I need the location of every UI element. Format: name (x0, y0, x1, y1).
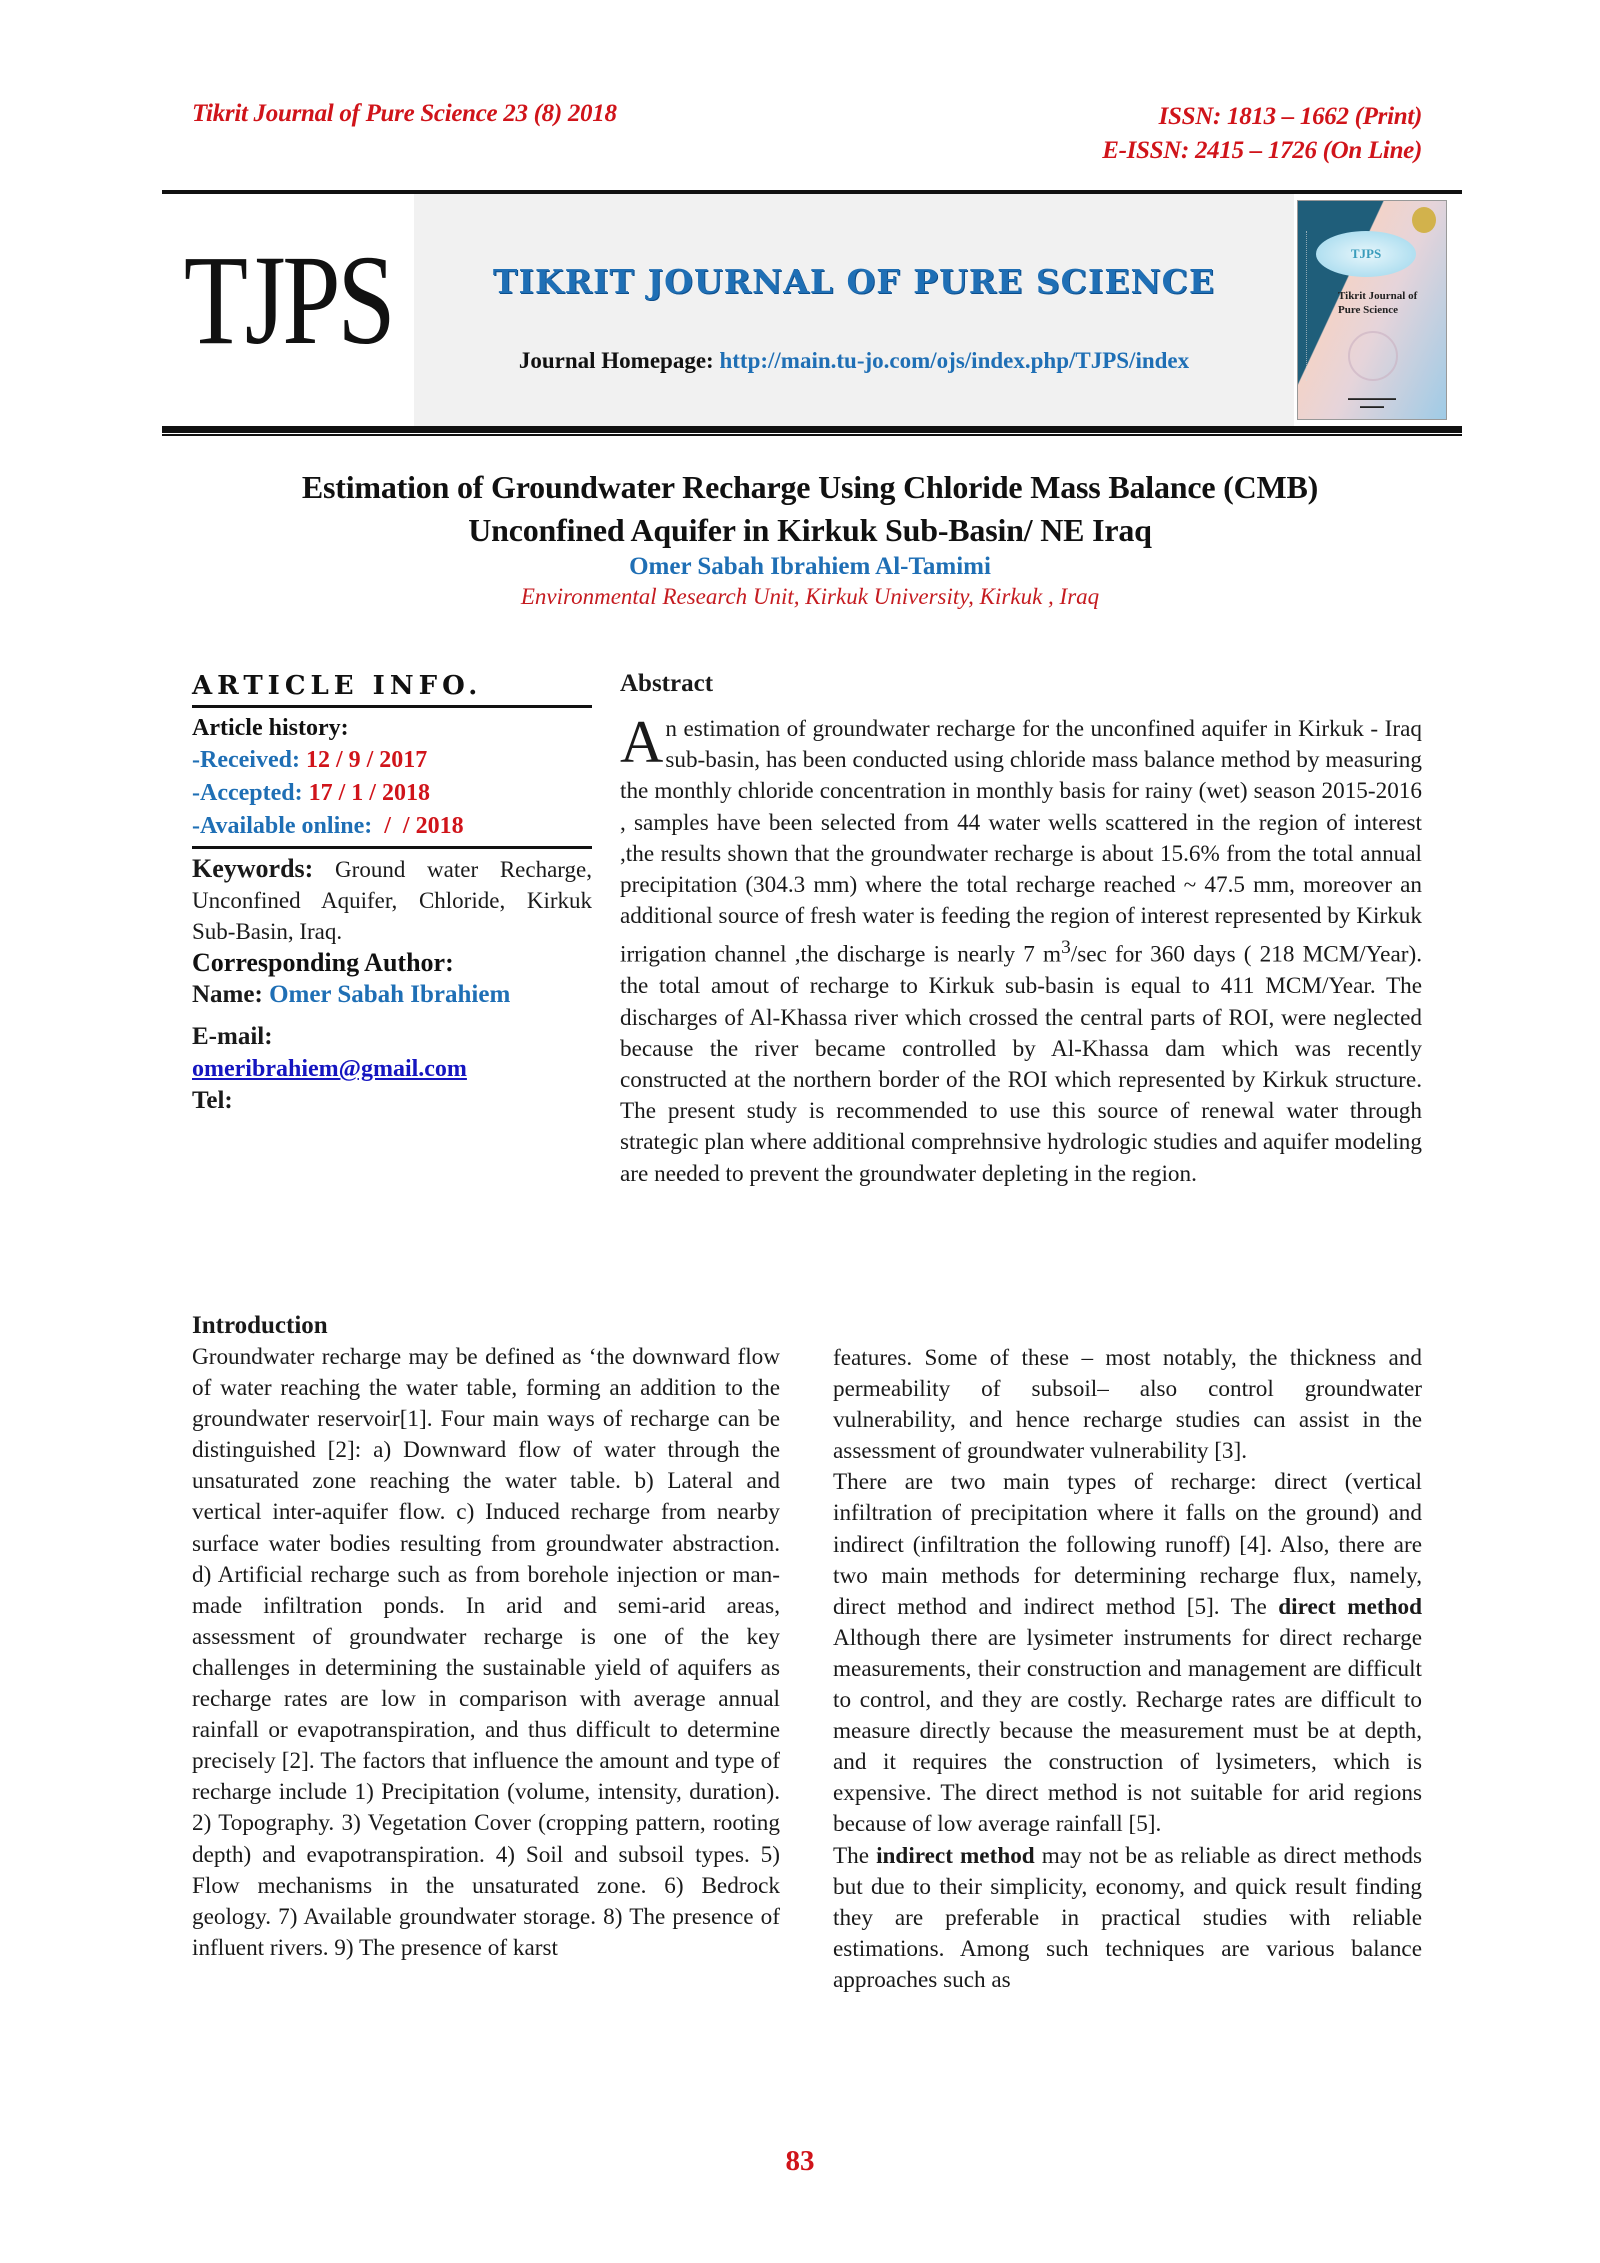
paper-title: Estimation of Groundwater Recharge Using Chloride Mass Balance (CMB) Unconfined Aquifer in Kirkuk Sub-Basin/ NE Iraq (301, 469, 1319, 548)
issn-online: E-ISSN: 2415 – 1726 (On Line) (1102, 137, 1422, 164)
masthead-bottom-rule (162, 426, 1462, 433)
drop-cap: A (620, 709, 664, 775)
divider (192, 846, 592, 849)
email-label: E-mail: (192, 1023, 273, 1050)
journal-logo (162, 194, 414, 426)
abstract-body: An estimation of groundwater recharge for the unconfined aquifer in Kirkuk - Iraq sub-basin, has been conducted using chloride mass balance method by measuring the monthly chloride concentration in monthly basis for rainy (wet) season 2015-2016 , samples have been selected from 44 water wells scattered in the region of interest ,the results shown that the groundwater recharge is about 15.6% from the total annual precipitation (304.3 mm) where the total recharge reached ~ 47.5 mm, moreover an additional source of fresh water is feeding the region of interest represented by Kirkuk irrigation channel ,the discharge is nearly 7 $m^3/\sec$ for 360 days ( 218 MCM/Year). the total amout of recharge to Kirkuk sub-basin is equal to 411 MCM/Year. The discharges of Al-Khassa river which crossed the central parts of ROI, were neglected because the river became controlled by Al-Khassa dam which was recently constructed at the northern border of the ROI which represented by Kirkuk structure. The present study is recommended to use this source of renewal water through strategic plan where additional comprehnsive hydrologic studies and aquifer modeling are needed to prevent the groundwater depleting in the region. (620, 709, 1422, 1187)
author-name: Omer Sabah Ibrahiem (269, 981, 511, 1008)
masthead-banner (414, 194, 1294, 426)
author-name-row: Name: Omer Sabah Ibrahiem (192, 981, 511, 1008)
paragraph: features. Some of these – most notably, the thickness and permeability of subsoil– also control groundwater vulnerability, and hence recharge studies can assist in the assessment of groundwater vulnerability [3]. (833, 1345, 1422, 1465)
introduction-heading: Introduction (192, 1312, 328, 1339)
cover-seal-icon (1348, 331, 1398, 381)
journal-homepage (414, 348, 1294, 374)
homepage-link[interactable]: http://main.tu-jo.com/ojs/index.php/TJPS/index (719, 348, 1190, 373)
article-history-label: Article history: (192, 715, 349, 741)
corresponding-author-label: Corresponding Author: (192, 948, 454, 977)
cover-title: Tikrit Journal of Pure Science (1338, 290, 1418, 316)
paper-author: Omer Sabah Ibrahiem Al-Tamimi (629, 553, 991, 580)
running-head (192, 100, 1422, 170)
paper-affiliation: Environmental Research Unit, Kirkuk University, Kirkuk , Iraq (520, 584, 1100, 609)
body-column-left (192, 1310, 780, 1964)
paragraph: The indirect method may not be as reliable as direct methods but due to their simplicity, economy, and quick result finding they are preferable in practical studies with reliable estimations. Among such techniques are various balance approaches such as (833, 1842, 1422, 1993)
homepage-label: Journal Homepage: (518, 348, 714, 373)
divider (192, 705, 592, 708)
bold-term: indirect method (876, 1842, 1035, 1869)
issn-print: ISSN: 1813 – 1662 (Print) (1158, 103, 1422, 130)
masthead-bottom-rule-thin (162, 434, 1462, 436)
abstract (620, 668, 1422, 1190)
journal-citation: Tikrit Journal of Pure Science 23 (8) 2018 (192, 100, 617, 127)
cover-oval: TJPS (1316, 231, 1416, 277)
available-online-date: / / 2018 (378, 813, 464, 839)
cover-spine (1306, 231, 1310, 381)
paragraph: Groundwater recharge may be defined as ‘the downward flow of water reaching the water table, forming an addition to the groundwater reservoir[1]. Four main ways of recharge can be distinguished [2]: a) Downward flow of water through the unsaturated zone reaching the water table. b) Lateral and vertical inter-aquifer flow. c) Induced recharge from nearby surface water bodies resulting from groundwater abstraction. d) Artificial recharge such as from borehole injection or man-made infiltration ponds. In arid and semi-arid areas, assessment of groundwater recharge is one of the key challenges in determining the sustainable yield of aquifers as recharge rates are low in comparison with average annual rainfall or evapotranspiration, and thus difficult to determine precisely [2]. The factors that influence the amount and type of recharge include 1) Precipitation (volume, intensity, duration). 2) Topography. 3) Vegetation Cover (cropping pattern, rooting depth) and evapotranspiration. 4) Soil and subsoil types. 5) Flow mechanisms in the unsaturated zone. 6) Bedrock geology. 7) Available groundwater storage. 8) The presence of influent rivers. 9) The presence of karst (192, 1344, 780, 1961)
tel-label: Tel: (192, 1087, 233, 1114)
available-online-row: -Available online: / / 2018 (192, 813, 464, 839)
received-row: -Received: 12 / 9 / 2017 (192, 747, 428, 773)
page-number: 83 (785, 2145, 815, 2177)
article-info (192, 670, 592, 1117)
keywords (192, 853, 592, 947)
masthead (162, 190, 1462, 435)
university-emblem-icon (1412, 207, 1436, 233)
journal-cover-image (1297, 200, 1447, 420)
email-link[interactable]: omeribrahiem@gmail.com (192, 1056, 467, 1082)
logo-text: TJPS (183, 228, 393, 371)
accepted-row: -Accepted: 17 / 1 / 2018 (192, 780, 430, 806)
body-column-right (833, 1343, 1422, 1996)
accepted-date: 17 / 1 / 2018 (308, 780, 430, 806)
keywords-value: Ground water Recharge, Unconfined Aquifer, Chloride, Kirkuk Sub-Basin, Iraq. (192, 857, 592, 944)
abstract-heading: Abstract (620, 670, 714, 697)
keywords-label: Keywords: (192, 854, 314, 883)
cover-footer: ▬▬▬▬▬▬▬▬ ▬▬▬▬ (1348, 396, 1396, 410)
received-date: 12 / 9 / 2017 (305, 747, 428, 773)
journal-name: TIKRIT JOURNAL OF PURE SCIENCE (492, 262, 1216, 301)
title-block (150, 466, 1470, 612)
issn-block (1102, 100, 1422, 168)
article-info-heading: ARTICLE INFO. (192, 671, 483, 701)
bold-term: direct method (1278, 1593, 1422, 1620)
paragraph: There are two main types of recharge: direct (vertical infiltration of precipitation where it falls on the ground) and indirect (infiltration the following runoff) [4]. Also, there are two main methods for determining recharge flux, namely, direct method and indirect method [5]. The direct method Although there are lysimeter instruments for direct recharge measurements, their construction and management are difficult to control, and they are costly. Recharge rates are difficult to measure directly because the measurement must be at depth, and it requires the construction of lysimeters, which is expensive. The direct method is not suitable for arid regions because of low average rainfall [5]. (833, 1469, 1422, 1838)
